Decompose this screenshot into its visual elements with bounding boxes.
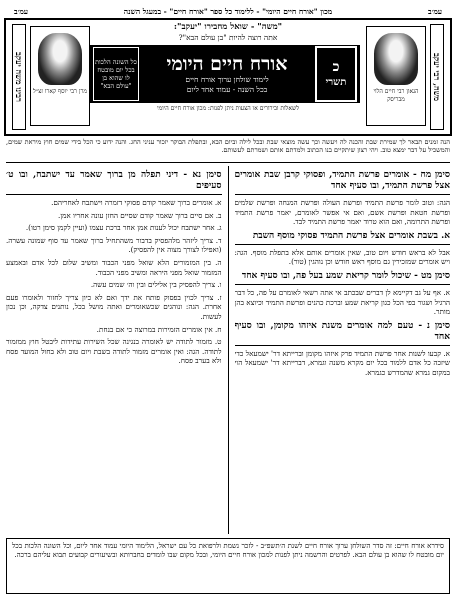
- paragraph: ג. אחר ישתבח יכול לענות אמן אחר ברכת עצמו (ועיין לקמן סימן רטו).: [25, 223, 222, 233]
- portrait-left-image: [38, 33, 82, 85]
- scope-box: כל השונה הלכות בכל יום מובטח לו שהוא בן "עולם הבא": [93, 47, 139, 101]
- portrait-right: [366, 26, 426, 126]
- page-label-right: עמ׳ב: [427, 6, 443, 16]
- title-box: [90, 45, 360, 103]
- date-box: [315, 46, 357, 102]
- paragraph: א. אף על גב דקיימא לן דברים שבכתב אי אתה רשאי לאומרם על פה, כל דבר הרגיל ושגור בפי הכל כגון קריאת שמע וברכת כהנים ופרשת התמיד וכיוצא בהן מותר.: [234, 287, 450, 317]
- scroll-right: [430, 24, 444, 130]
- top-banner: מכון "אורח חיים היומי" - ללימוד כל ספר "אורח חיים" - במעגל השנה: [123, 6, 333, 16]
- portrait-right-caption: הגאון רבי חיים הלוי מבריסק: [373, 88, 419, 103]
- intro-paragraph: הנה זמנים תבאר לך שמירת שבת והכנה לה ויעשה וכך עשה מוצאי שבת ובכל לילה וביום הבא, ובתפלת הבוקר יזכור עניני החג. והנה ידוע כי הכל בידי שמים חוץ מיראת שמים, והמשכיל על דבר ימצא טוב. ויהי רצון שיתקיים בנו הכתוב ולמדתם אותם ושמרתם לעשותם.: [6, 138, 450, 163]
- page-label-left: עמ׳ב: [13, 6, 29, 16]
- paragraph: ז. צריך לכוין בפסוק פותח את ידך ואם לא כיון צריך לחזור ולאומרו פעם אחרת. הגה: ונוהגים שכשאומרים ואתה מושל בכל, נותנים צדקה, וכן נכון לעשות.: [6, 292, 222, 321]
- main-title: אורח חיים היומי: [166, 53, 288, 75]
- subtitle-1: לימוד שולחן ערוך אורח חיים: [185, 75, 269, 84]
- text-columns: [6, 166, 450, 534]
- section-heading: סימן מח - אומרים פרשת התמיד, ופסוקי קרבן שבת אומרים אצל פרשת התמיד, ובו סעיף אחד: [235, 170, 451, 195]
- paragraph: ד. צריך ליזהר מלהפסיק בדבור משהתחיל ברוך שאמר עד סוף שמונה עשרה. (ואפילו לצורך מצוה אין להפסיק).: [6, 235, 222, 255]
- paragraph: ח. אין אומרים הזמירות במרוצה כי אם בנחת.: [96, 324, 222, 334]
- paragraph: הגה: וטוב לומר פרשת התמיד ופרשת העולה ופרשת המנחה ופרשת שלמים ופרשת חטאת ופרשת אשם, ואם אי אפשר לאומרם, יאמר פרשת התמיד ופרשת התרומה, ואם הוא טרוד יאמר פרשת התמיד לבד.: [234, 198, 450, 227]
- scroll-left: [12, 24, 26, 130]
- paragraph: א. קבעו לשנות אחר פרשת התמיד פרק איזהו מקומן וברייתא דר' ישמעאל כדי שיזכה כל אדם ללמוד בכל יום מקרא משנה וגמרא, דברייתא דר' ישמעאל הוי במקום גמרא שהמדרש כגמרא.: [234, 348, 450, 377]
- top-strip: [6, 4, 450, 18]
- paragraph: ט. מזמור לתודה יש לאומרה בנגינה שכל השירות עתידות ליבטל חוץ ממזמור לתודה. הגה: ואין אומרים מזמור לתודה בשבת ויום טוב ולא בחול המועד פסח ולא בערב פסח.: [6, 337, 222, 366]
- header-line1: "משה" - שואל מחבירו "יעקב":: [173, 22, 283, 32]
- paragraph: ב. אם סיים ברוך שאמר קודם שסיים החזן עונה אחריו אמן.: [58, 210, 222, 220]
- section-heading: סימן נ - טעם למה אומרים משנת איזהו מקומן, ובו סעיף אחד: [235, 321, 451, 346]
- paragraph: אבל לא בראש חודש ויום טוב, שאין אומרים אותם אלא בתפלת מוסף. הגה: ויש אומרים שמזכירין גם מוסף ראש חודש וכן נוהגין (טור).: [234, 247, 450, 267]
- scroll-left-text: רבינו משה יעקב: [14, 52, 24, 102]
- paragraph: א. אומרים ברוך שאמר קודם פסוקי דזמרה וישתבח לאחריהם.: [51, 198, 222, 207]
- left-column: [6, 166, 222, 534]
- subtitle-2: בכל השנה - עמוד אחד ליום: [186, 85, 268, 94]
- paragraph: ה. בין המזמורים הלא שואל מפני הכבוד ומשיב שלום לכל אדם ובאמצע המזמור שואל מפני היראה ומשיב מפני הכבוד.: [6, 257, 222, 277]
- date-month: תשרי: [325, 77, 347, 88]
- header-center: [96, 22, 360, 113]
- date-day: כ: [332, 59, 340, 75]
- title-center: [139, 53, 315, 95]
- scroll-right-text: משה, רבי יעקב: [432, 52, 442, 101]
- header-banner: [4, 18, 452, 136]
- section-heading: סימן נא - דיני תפלה מן ברוך שאמר עד ישתבח, ובו ט׳ סעיפים: [6, 170, 222, 195]
- section-heading: א. בשבת אומרים אצל פרשת התמיד פסוקי מוסף השבת: [235, 231, 451, 245]
- paragraph: ו. צריך להפסיק בין אלילים ובין וה׳ שמים עשה.: [90, 280, 222, 290]
- right-column: [235, 166, 451, 534]
- portrait-right-image: [374, 33, 418, 85]
- section-heading: סימן מט - שיכול לומר קריאת שמע בעל פה, ובו סעיף אחד: [235, 271, 451, 285]
- portrait-left: [30, 26, 90, 126]
- portrait-left-caption: מרן רבי יוסף קארו זצ״ל: [33, 88, 87, 95]
- header-line2: אתה רוצה להיות "בן עולם הבא"?: [178, 33, 278, 42]
- header-info: לשאלות ובירורים או הצעות ניתן לפנות: מכון אורח חיים היומי: [156, 105, 300, 112]
- footer-box: סידרא אורח חיים: זה סדר השולחן ערוך אורח חיים לשנת ה׳תשפ״ב - לזכר נשמת ולרפואת כל עם ישראל, הלימוד היומי עמוד אחד ליום, וכל השונה הלכות בכל יום מובטח לו שהוא בן עולם הבא. לפרטים והרשמה ניתן לפנות למכון אורח חיים היומי, ובכל מקום שבו לומדים בחברותא ובשיעורים קבועים תבוא עליהם ברכה.: [6, 538, 450, 594]
- column-divider: [228, 166, 229, 534]
